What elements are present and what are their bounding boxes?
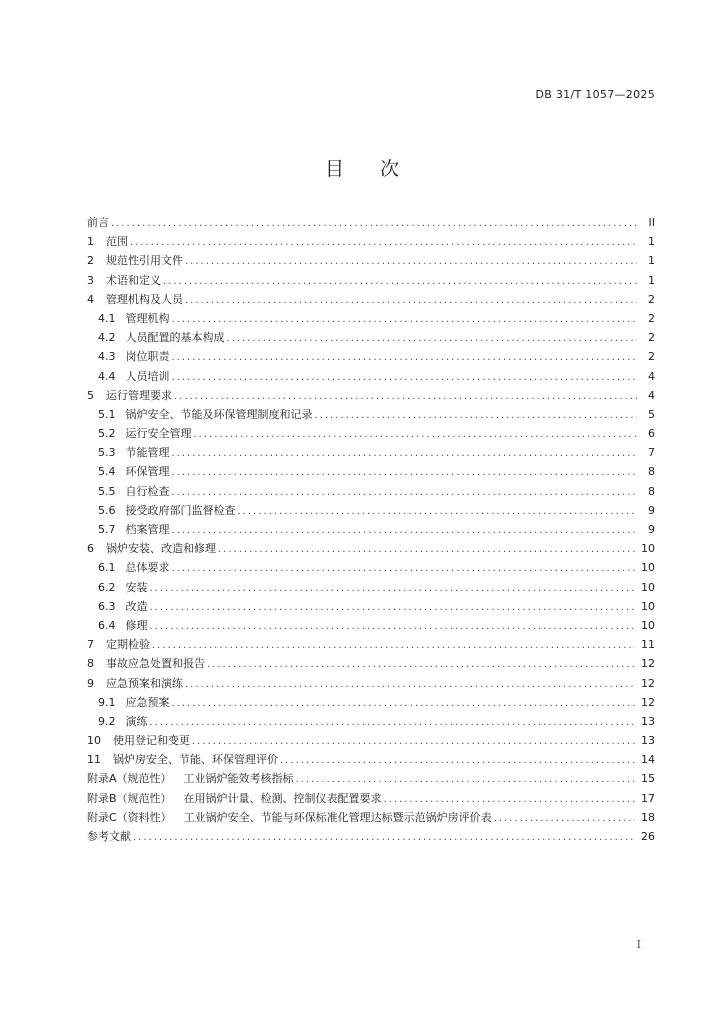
toc-entry-label: 前言 — [87, 216, 109, 229]
toc-entry[interactable] — [87, 462, 655, 481]
toc-entry-number: 5.3 — [98, 446, 116, 460]
toc-entry-number: 4.3 — [98, 350, 116, 364]
toc-entry-page: 13 — [641, 734, 655, 748]
toc-entry-page: 26 — [641, 830, 655, 843]
toc-entry-number: 5.5 — [98, 484, 116, 498]
toc-entry-page: 6 — [648, 427, 655, 441]
table-of-contents — [87, 213, 655, 846]
toc-entry-number: 4 — [87, 292, 94, 306]
toc-entry-page: 12 — [641, 695, 655, 709]
toc-entry-number: 附录C（资料性） — [87, 810, 172, 824]
toc-entry-label: 使用登记和变更 — [113, 734, 190, 748]
toc-entry[interactable] — [87, 731, 655, 750]
toc-entry-page: 2 — [648, 350, 655, 364]
toc-entry-label: 管理机构 — [125, 311, 170, 325]
toc-entry[interactable] — [87, 635, 655, 654]
toc-entry-page: 10 — [641, 542, 655, 556]
toc-entry-label: 在用锅炉计量、检测、控制仪表配置要求 — [183, 791, 382, 805]
toc-entry[interactable] — [87, 578, 655, 597]
toc-entry[interactable] — [87, 443, 655, 462]
toc-entry-number: 11 — [87, 753, 101, 767]
toc-entry-label: 运行管理要求 — [106, 388, 172, 402]
toc-entry-page: 12 — [641, 676, 655, 690]
page-title: 目次 — [324, 158, 435, 180]
toc-leader-dots — [130, 233, 637, 252]
toc-leader-dots — [174, 387, 637, 406]
toc-entry-page: 2 — [648, 311, 655, 325]
toc-leader-dots — [315, 406, 638, 425]
toc-entry-page: 10 — [641, 618, 655, 632]
toc-entry-label: 参考文献 — [87, 830, 131, 843]
footer-page-number: I — [636, 938, 641, 951]
toc-entry-label: 工业锅炉安全、节能与环保标准化管理达标暨示范锅炉房评价表 — [183, 810, 492, 824]
toc-entry-page: 14 — [641, 753, 655, 767]
toc-entry[interactable] — [87, 424, 655, 443]
toc-entry-label: 人员培训 — [125, 369, 170, 383]
toc-entry[interactable] — [87, 367, 655, 386]
toc-entry-page: 11 — [641, 638, 655, 652]
toc-entry-label: 岗位职责 — [125, 350, 170, 364]
toc-entry-number: 9 — [87, 676, 94, 690]
toc-entry[interactable] — [87, 654, 655, 673]
toc-entry-number: 5 — [87, 388, 94, 402]
toc-entry[interactable] — [87, 386, 655, 405]
toc-entry[interactable] — [87, 616, 655, 635]
toc-entry-page: 12 — [641, 657, 655, 671]
toc-leader-dots — [172, 694, 636, 713]
toc-leader-dots — [207, 655, 635, 674]
toc-entry-label: 总体要求 — [125, 561, 170, 575]
toc-entry-label: 改造 — [125, 599, 148, 613]
toc-leader-dots — [111, 214, 637, 233]
toc-leader-dots — [133, 828, 635, 847]
toc-entry-label: 规范性引用文件 — [106, 254, 183, 268]
toc-entry-page: 9 — [648, 523, 655, 536]
toc-entry-number: 2 — [87, 254, 94, 268]
toc-entry[interactable] — [87, 789, 655, 808]
toc-entry-number: 5.6 — [98, 503, 116, 517]
toc-leader-dots — [172, 444, 638, 463]
toc-leader-dots — [172, 368, 638, 387]
toc-leader-dots — [185, 252, 637, 271]
toc-entry[interactable] — [87, 405, 655, 424]
toc-leader-dots — [238, 502, 638, 521]
toc-entry[interactable] — [87, 482, 655, 501]
toc-entry-page: 15 — [641, 772, 655, 786]
toc-entry-number: 附录A（规范性） — [87, 772, 172, 786]
toc-entry-number: 7 — [87, 638, 94, 652]
toc-entry[interactable] — [87, 501, 655, 520]
toc-entry[interactable] — [87, 309, 655, 328]
toc-leader-dots — [150, 598, 636, 617]
toc-entry-page: 17 — [641, 791, 655, 805]
toc-leader-dots — [172, 310, 638, 329]
toc-leader-dots — [194, 425, 638, 444]
toc-leader-dots — [227, 329, 638, 348]
toc-entry-label: 定期检验 — [106, 638, 150, 652]
toc-entry-page: 2 — [648, 331, 655, 345]
toc-entry[interactable] — [87, 750, 655, 769]
toc-entry-number: 6.1 — [98, 561, 116, 575]
toc-leader-dots — [185, 675, 635, 694]
toc-entry[interactable] — [87, 213, 655, 232]
toc-entry-page: 7 — [648, 446, 655, 460]
toc-entry-page: 9 — [648, 503, 655, 517]
toc-entry[interactable] — [87, 290, 655, 309]
toc-leader-dots — [296, 770, 635, 789]
toc-entry-label: 人员配置的基本构成 — [125, 331, 225, 345]
toc-entry[interactable] — [87, 271, 655, 290]
toc-entry-number: 4.2 — [98, 331, 116, 345]
toc-entry-label: 自行检查 — [125, 484, 170, 498]
toc-entry-number: 9.2 — [98, 714, 116, 728]
toc-leader-dots — [172, 483, 638, 502]
toc-entry-number: 5.1 — [98, 407, 116, 421]
toc-leader-dots — [280, 751, 635, 770]
toc-entry-number: 5.7 — [98, 523, 116, 536]
toc-entry[interactable] — [87, 808, 655, 827]
toc-leader-dots — [150, 617, 636, 636]
toc-entry[interactable] — [87, 674, 655, 693]
toc-entry-label: 管理机构及人员 — [106, 292, 183, 306]
toc-entry-label: 术语和定义 — [106, 273, 161, 287]
toc-entry[interactable] — [87, 251, 655, 270]
toc-entry[interactable] — [87, 693, 655, 712]
toc-entry-page: 13 — [641, 714, 655, 728]
toc-entry[interactable] — [87, 520, 655, 539]
toc-entry-page: 5 — [648, 407, 655, 421]
toc-entry[interactable] — [87, 347, 655, 366]
toc-entry-label: 工业锅炉能效考核指标 — [183, 772, 294, 786]
toc-entry-label: 锅炉安装、改造和修理 — [106, 542, 216, 556]
toc-entry-number: 9.1 — [98, 695, 116, 709]
toc-entry[interactable] — [87, 328, 655, 347]
toc-entry-label: 环保管理 — [125, 465, 170, 479]
toc-entry[interactable] — [87, 558, 655, 577]
toc-entry-number: 5.4 — [98, 465, 116, 479]
toc-leader-dots — [172, 348, 638, 367]
toc-entry-number: 6.2 — [98, 580, 116, 594]
toc-leader-dots — [172, 521, 638, 540]
toc-leader-dots — [218, 540, 635, 559]
toc-entry-label: 锅炉安全、节能及环保管理制度和记录 — [125, 407, 313, 421]
toc-entry-page: 8 — [648, 484, 655, 498]
toc-leader-dots — [163, 272, 637, 291]
toc-entry-label: 应急预案和演练 — [106, 676, 183, 690]
toc-entry-number: 5.2 — [98, 427, 116, 441]
toc-leader-dots — [185, 291, 637, 310]
toc-leader-dots — [150, 579, 636, 598]
toc-leader-dots — [494, 809, 635, 828]
toc-entry[interactable] — [87, 232, 655, 251]
toc-entry-number: 3 — [87, 273, 94, 287]
toc-entry-label: 接受政府部门监督检查 — [125, 503, 236, 517]
toc-entry[interactable] — [87, 712, 655, 731]
toc-entry-number: 6.4 — [98, 618, 116, 632]
toc-entry[interactable] — [87, 597, 655, 616]
toc-entry-number: 1 — [87, 235, 94, 249]
toc-entry-number: 6 — [87, 542, 94, 556]
toc-entry-number: 6.3 — [98, 599, 116, 613]
toc-leader-dots — [384, 790, 635, 809]
toc-entry-page: 2 — [648, 292, 655, 306]
toc-leader-dots — [150, 713, 636, 732]
toc-entry-page: 10 — [641, 580, 655, 594]
toc-entry-label: 应急预案 — [125, 695, 170, 709]
toc-leader-dots — [172, 463, 638, 482]
toc-entry-number: 8 — [87, 657, 94, 671]
toc-entry-number: 4.4 — [98, 369, 116, 383]
toc-entry-page: 1 — [648, 235, 655, 249]
standard-code: DB 31/T 1057—2025 — [535, 88, 655, 101]
toc-entry-label: 档案管理 — [125, 523, 170, 536]
toc-entry-page: 10 — [641, 561, 655, 575]
toc-entry[interactable] — [87, 827, 655, 846]
toc-entry-page: 1 — [648, 254, 655, 268]
toc-leader-dots — [172, 559, 636, 578]
toc-leader-dots — [152, 636, 635, 655]
toc-entry-label: 节能管理 — [125, 446, 170, 460]
toc-entry-page: II — [648, 216, 655, 229]
toc-entry[interactable] — [87, 769, 655, 788]
toc-entry-label: 范围 — [106, 235, 128, 249]
toc-entry-number: 4.1 — [98, 311, 116, 325]
toc-entry-label: 修理 — [125, 618, 148, 632]
toc-entry-label: 运行安全管理 — [125, 427, 192, 441]
toc-entry-page: 1 — [648, 273, 655, 287]
toc-entry-page: 8 — [648, 465, 655, 479]
toc-entry-page: 4 — [648, 369, 655, 383]
toc-entry[interactable] — [87, 539, 655, 558]
toc-entry-label: 事故应急处置和报告 — [106, 657, 205, 671]
toc-entry-page: 18 — [641, 810, 655, 824]
toc-entry-label: 演练 — [125, 714, 148, 728]
toc-entry-number: 10 — [87, 734, 101, 748]
toc-entry-label: 锅炉房安全、节能、环保管理评价 — [113, 753, 278, 767]
toc-entry-number: 附录B（规范性） — [87, 791, 172, 805]
toc-entry-page: 10 — [641, 599, 655, 613]
toc-entry-label: 安装 — [125, 580, 148, 594]
toc-leader-dots — [192, 732, 635, 751]
toc-entry-page: 4 — [648, 388, 655, 402]
